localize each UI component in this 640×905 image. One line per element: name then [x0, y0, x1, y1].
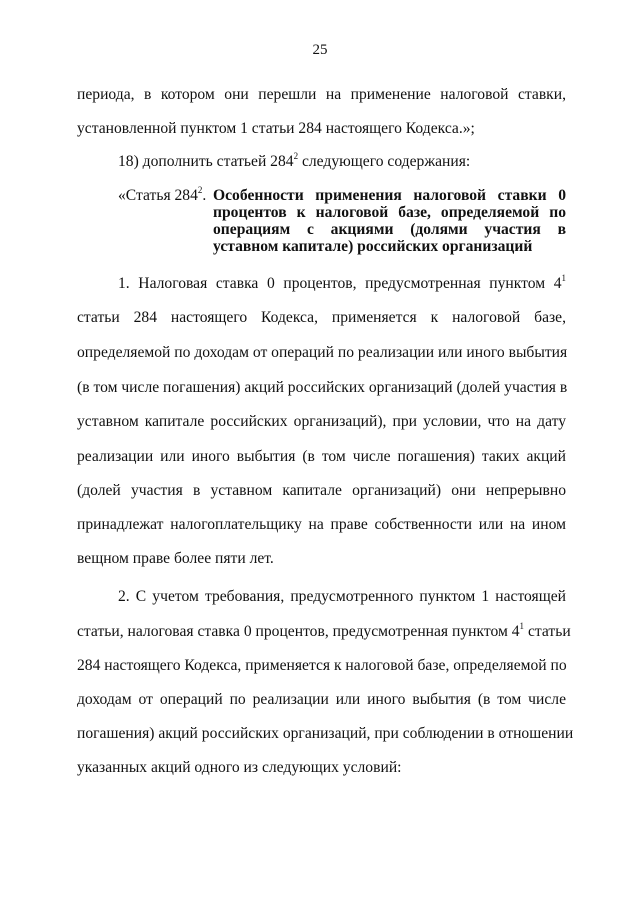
text-segment: определяемой по доходам от операций по реализации или иного выбытия — [77, 344, 568, 361]
article-title-line: уставном капитале) российских организаций — [213, 238, 533, 255]
text-segment: статьи, налоговая ставка 0 процентов, предусмотренная пунктом 4 — [77, 623, 520, 640]
page-number: 25 — [312, 42, 328, 58]
text-line — [77, 550, 566, 568]
text-segment: 284 настоящего Кодекса, применяется к налоговой базе, определяемой по — [77, 657, 567, 674]
text-line — [77, 516, 566, 534]
text-line — [77, 344, 566, 362]
text-line — [77, 86, 566, 104]
article-label-suffix: . — [202, 187, 207, 204]
article-title-line: процентов к налоговой базе, определяемой по — [213, 204, 566, 221]
text-segment: установленной пунктом 1 статьи 284 настоящего Кодекса.»; — [77, 120, 475, 137]
text-line — [77, 657, 566, 675]
text-line — [77, 759, 566, 777]
text-segment: указанных акций одного из следующих условий: — [77, 759, 402, 776]
article-title-line: операциям с акциями (долями участия в — [213, 221, 566, 238]
text-line — [77, 621, 571, 641]
superscript: 1 — [519, 621, 525, 631]
text-segment: следующего содержания: — [298, 153, 471, 170]
text-segment: (долей участия в уставном капитале организаций) они непрерывно — [77, 482, 566, 499]
text-segment: принадлежат налогоплательщику на праве собственности или на ином — [77, 516, 566, 533]
text-line — [77, 413, 566, 431]
text-segment: вещном праве более пяти лет. — [77, 550, 274, 567]
text-segment: доходам от операций по реализации или иного выбытия (в том числе — [77, 691, 566, 708]
article-label-text: «Статья 284 — [118, 187, 198, 204]
text-segment: периода, в котором они перешли на применение налоговой ставки, — [77, 86, 566, 103]
text-segment: погашения) акций российских организаций, при соблюдении в отношении — [77, 725, 574, 742]
text-segment: 18) дополнить статьей 284 — [118, 153, 294, 170]
text-line — [77, 379, 566, 397]
text-segment: 2. С учетом требования, предусмотренного пунктом 1 настоящей — [118, 588, 566, 605]
article-label-sup: 2 — [197, 185, 203, 195]
text-line — [77, 309, 566, 327]
text-line — [77, 482, 566, 500]
superscript: 2 — [293, 151, 299, 161]
text-line — [77, 691, 566, 709]
text-segment: уставном капитале российских организаций), при условии, что на дату — [77, 413, 566, 430]
text-line — [118, 275, 566, 293]
text-line — [118, 588, 566, 606]
text-segment: (в том числе погашения) акций российских организаций (долей участия в — [77, 379, 568, 396]
text-line — [118, 153, 566, 171]
text-line — [77, 725, 574, 743]
text-line — [77, 120, 566, 138]
article-title-line: Особенности применения налоговой ставки 0 — [213, 187, 566, 204]
text-segment: реализации или иного выбытия (в том числе погашения) таких акций — [77, 448, 566, 465]
text-line — [77, 448, 566, 466]
superscript: 1 — [561, 273, 566, 283]
text-segment: статьи — [524, 623, 571, 640]
text-segment: 1. Налоговая ставка 0 процентов, предусмотренная пунктом 4 — [118, 275, 562, 292]
article-label — [118, 187, 206, 204]
text-segment: статьи 284 настоящего Кодекса, применяется к налоговой базе, — [77, 309, 566, 326]
